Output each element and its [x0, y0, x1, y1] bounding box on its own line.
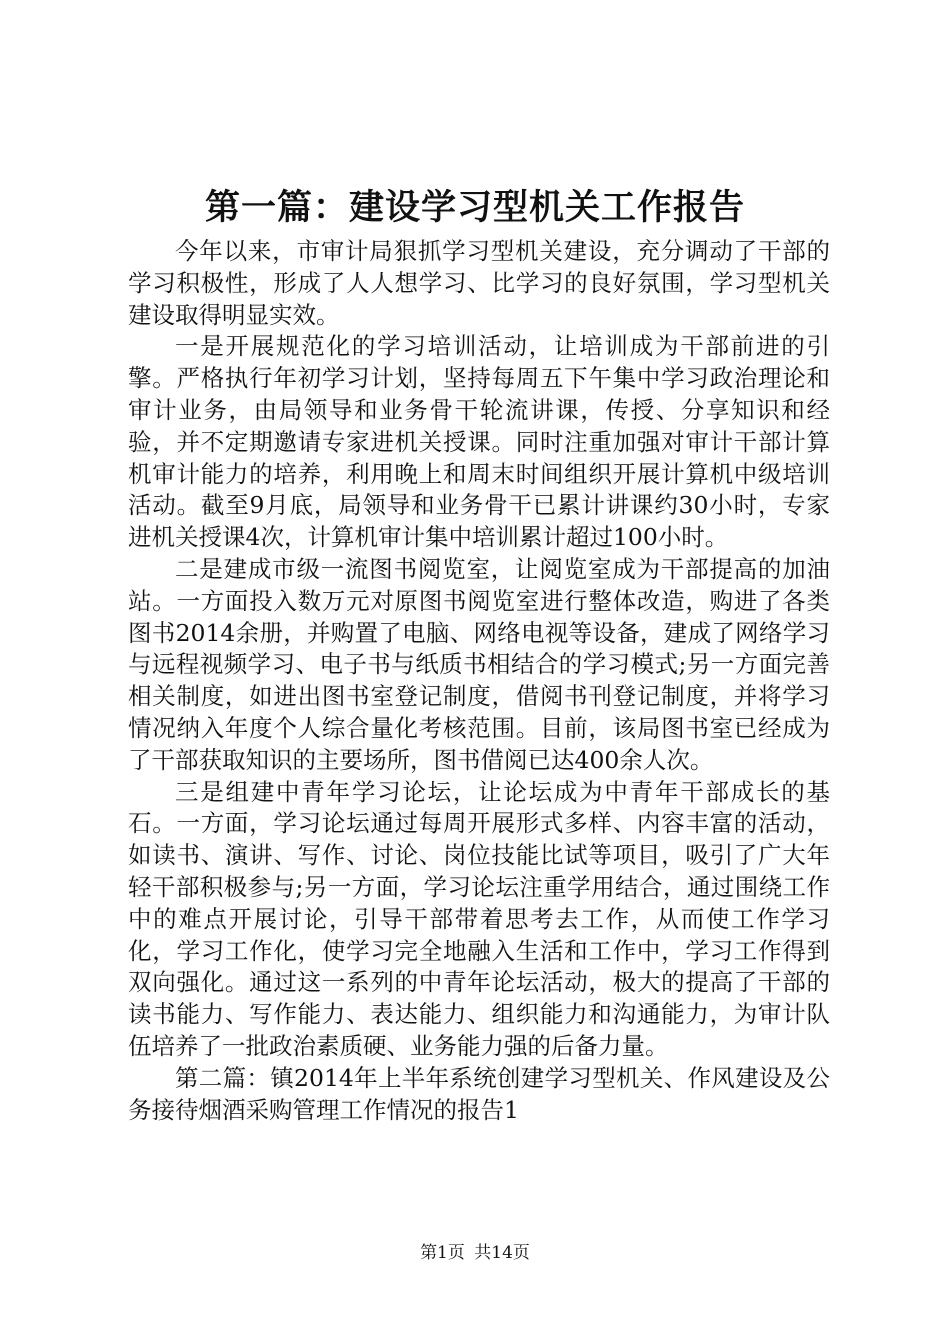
page-total: 共14页	[474, 1243, 530, 1263]
paragraph-second-article: 第二篇：镇2014年上半年系统创建学习型机关、作风建设及公务接待烟酒采购管理工作情况的报告1	[128, 1063, 830, 1124]
page-footer	[0, 1241, 950, 1265]
paragraph-library: 二是建成市级一流图书阅览室，让阅览室成为干部提高的加油站。一方面投入数万元对原图书阅览室进行整体改造，购进了各类图书2014余册，并购置了电脑、网络电视等设备，建成了网络学习与远程视频学习、电子书与纸质书相结合的学习模式;另一方面完善相关制度，如进出图书室登记制度，借阅书刊登记制度，并将学习情况纳入年度个人综合量化考核范围。目前，该局图书室已经成为了干部获取知识的主要场所，图书借阅已达400余人次。	[128, 554, 830, 774]
paragraph-intro: 今年以来，市审计局狠抓学习型机关建设，充分调动了干部的学习积极性，形成了人人想学习、比学习的良好氛围，学习型机关建设取得明显实效。	[128, 237, 830, 329]
page-number: 第1页	[420, 1243, 465, 1263]
document-title: 第一篇：建设学习型机关工作报告	[204, 187, 745, 228]
paragraph-training: 一是开展规范化的学习培训活动，让培训成为干部前进的引擎。严格执行年初学习计划，坚持每周五下午集中学习政治理论和审计业务，由局领导和业务骨干轮流讲课，传授、分享知识和经验，并不定期邀请专家进机关授课。同时注重加强对审计干部计算机审计能力的培养，利用晚上和周末时间组织开展计算机中级培训活动。截至9月底，局领导和业务骨干已累计讲课约30小时，专家进机关授课4次，计算机审计集中培训累计超过100小时。	[128, 332, 830, 552]
document-body	[128, 236, 830, 1126]
paragraph-forum: 三是组建中青年学习论坛，让论坛成为中青年干部成长的基石。一方面，学习论坛通过每周开展形式多样、内容丰富的活动，如读书、演讲、写作、讨论、岗位技能比试等项目，吸引了广大年轻干部积极参与;另一方面，学习论坛注重学用结合，通过围绕工作中的难点开展讨论，引导干部带着思考去工作，从而使工作学习化，学习工作化，使学习完全地融入生活和工作中，学习工作得到双向强化。通过这一系列的中青年论坛活动，极大的提高了干部的读书能力、写作能力、表达能力、组织能力和沟通能力，为审计队伍培养了一批政治素质硬、业务能力强的后备力量。	[128, 777, 830, 1060]
